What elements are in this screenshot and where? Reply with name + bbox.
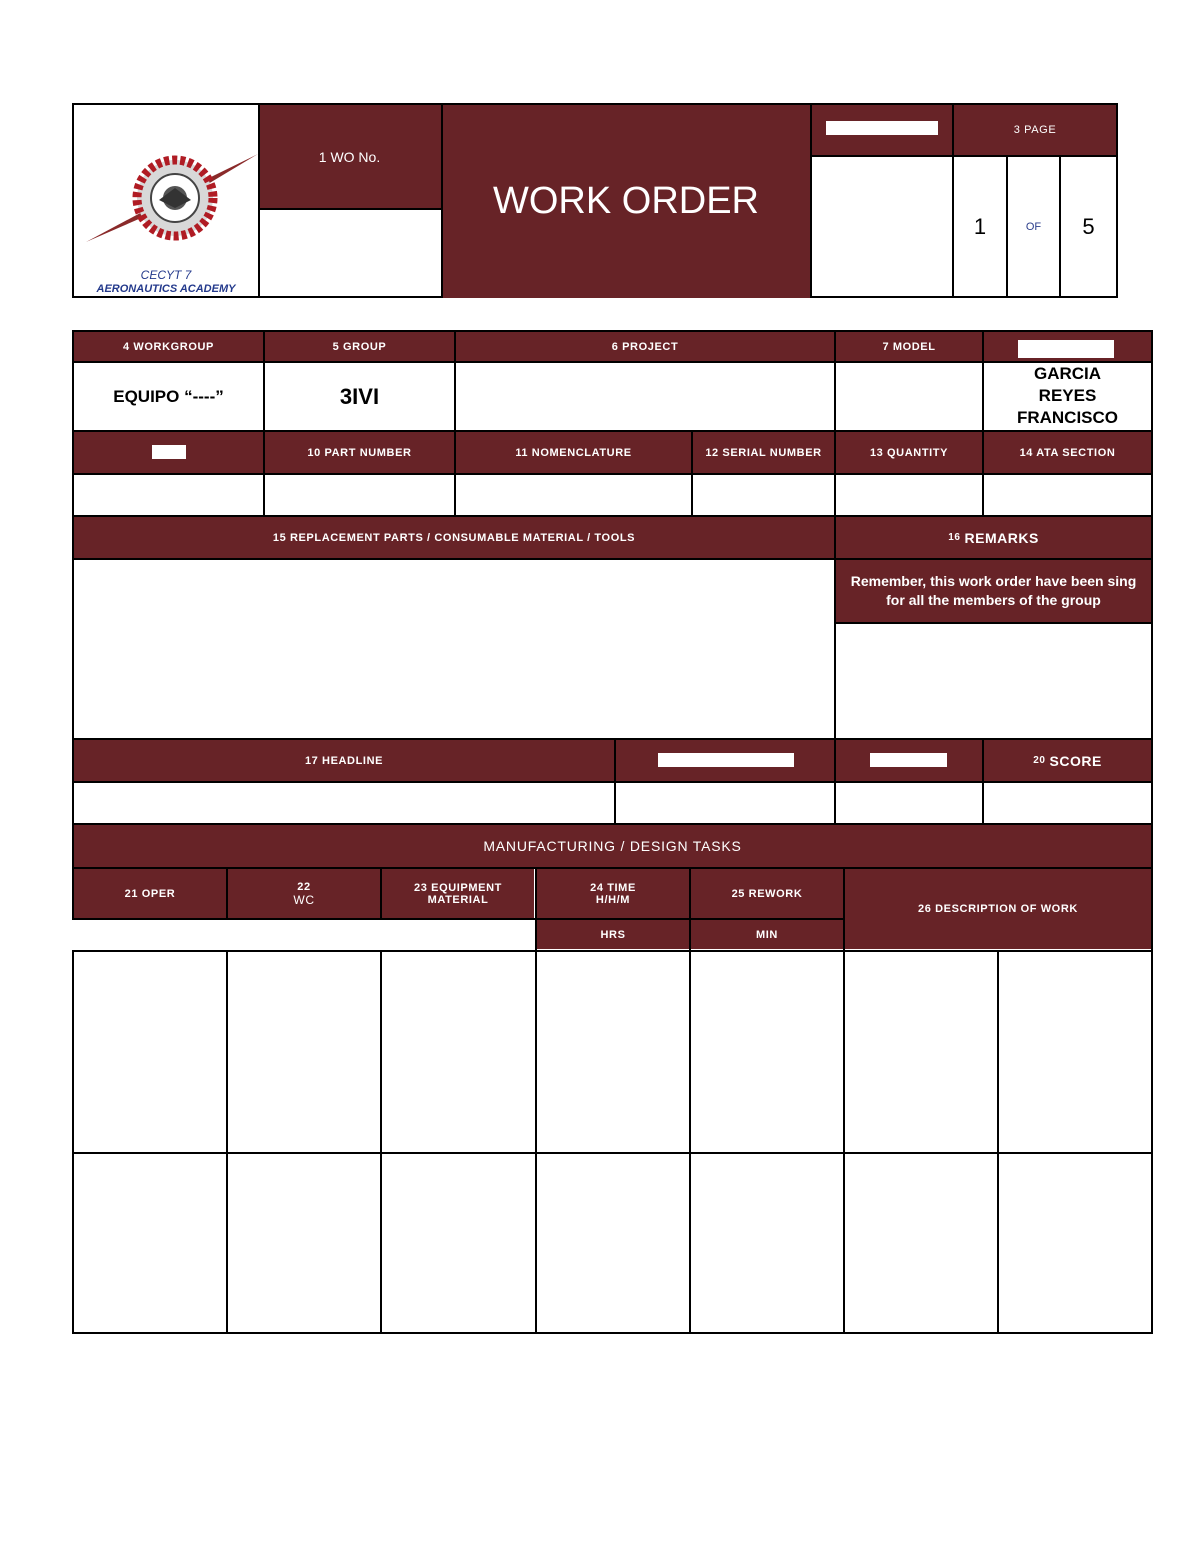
group-value[interactable]: 3IVI xyxy=(339,383,380,409)
min-header: MIN xyxy=(691,920,843,949)
redacted-part-field[interactable] xyxy=(74,475,263,515)
remarks-label: REMARKS xyxy=(964,529,1039,546)
oper-header: 21 OPER xyxy=(74,869,226,918)
remarks-number: 16 xyxy=(948,532,961,543)
tasks-title xyxy=(74,825,1151,867)
name-line-1: GARCIA xyxy=(1033,364,1102,383)
nomenclature-field[interactable] xyxy=(456,475,691,515)
redacted-label xyxy=(826,121,938,135)
score-header xyxy=(984,740,1151,781)
project-header: 6 PROJECT xyxy=(456,332,834,361)
time-header xyxy=(537,869,689,918)
tasks-title-text: MANUFACTURING / DESIGN TASKS xyxy=(483,838,742,854)
part-number-header: 10 PART NUMBER xyxy=(265,432,454,473)
redacted-19-label xyxy=(870,753,947,767)
wo-number-field[interactable] xyxy=(260,210,440,296)
redacted-field[interactable] xyxy=(812,157,952,297)
page-title: WORK ORDER xyxy=(493,180,759,222)
remarks-note xyxy=(836,560,1151,622)
page-of: OF xyxy=(1025,221,1042,233)
page-total: 5 xyxy=(1082,214,1095,239)
task-row-1[interactable] xyxy=(74,952,1151,1152)
score-field[interactable] xyxy=(984,783,1151,823)
replacement-parts-field[interactable] xyxy=(74,560,834,738)
ata-section-field[interactable] xyxy=(984,475,1151,515)
workgroup-header: 4 WORKGROUP xyxy=(74,332,263,361)
quantity-field[interactable] xyxy=(836,475,982,515)
serial-number-header: 12 SERIAL NUMBER xyxy=(693,432,834,473)
redacted-18-label xyxy=(658,753,794,767)
redacted-18-field[interactable] xyxy=(616,783,834,823)
group-header: 5 GROUP xyxy=(265,332,454,361)
title-cell xyxy=(442,105,810,298)
remarks-text: Remember, this work order have been sing for all the members of the group xyxy=(850,573,1137,608)
headline-field[interactable] xyxy=(74,783,614,823)
quantity-header: 13 QUANTITY xyxy=(836,432,982,473)
student-name[interactable] xyxy=(984,363,1151,430)
wc-label: WC xyxy=(293,892,315,907)
part-number-field[interactable] xyxy=(265,475,454,515)
ata-section-header: 14 ATA SECTION xyxy=(984,432,1151,473)
score-label: SCORE xyxy=(1049,752,1102,769)
task-row-2[interactable] xyxy=(74,1154,1151,1332)
workgroup-value[interactable]: EQUIPO “----” xyxy=(113,386,224,406)
headline-header: 17 HEADLINE xyxy=(74,740,614,781)
score-number: 20 xyxy=(1033,755,1046,766)
logo xyxy=(82,148,258,250)
name-line-3: FRANCISCO xyxy=(1016,408,1119,427)
model-header: 7 MODEL xyxy=(836,332,982,361)
time-label: 24 TIME xyxy=(590,881,636,894)
redacted-name-label xyxy=(1018,340,1114,358)
wo-number-label-cell xyxy=(258,105,441,208)
wc-header xyxy=(228,869,380,918)
project-field[interactable] xyxy=(456,363,834,430)
nomenclature-header: 11 NOMENCLATURE xyxy=(456,432,691,473)
model-field[interactable] xyxy=(836,363,982,430)
time-sub-label: H/H/M xyxy=(595,893,631,906)
redacted-19-field[interactable] xyxy=(836,783,982,823)
page-current: 1 xyxy=(973,214,987,239)
equipment-label: 23 EQUIPMENT xyxy=(414,881,502,894)
rework-header: 25 REWORK xyxy=(691,869,843,918)
description-header: 26 DESCRIPTION OF WORK xyxy=(845,869,1151,949)
logo-line-2: AERONAUTICS ACADEMY xyxy=(96,283,236,295)
serial-number-field[interactable] xyxy=(693,475,834,515)
wo-number-label: 1 WO No. xyxy=(318,148,381,165)
remarks-header xyxy=(836,517,1151,558)
page-label: 3 PAGE xyxy=(1013,124,1057,136)
equipment-header xyxy=(382,869,534,918)
remarks-field[interactable] xyxy=(836,624,1151,738)
redacted-part-label xyxy=(152,445,186,459)
logo-line-1: CECYT 7 xyxy=(140,268,192,282)
propeller-logo-icon xyxy=(82,148,258,250)
material-label: MATERIAL xyxy=(427,893,489,906)
wc-number: 22 xyxy=(297,880,311,893)
name-line-2: REYES xyxy=(1038,386,1097,405)
page-label-cell xyxy=(954,105,1116,155)
replacement-parts-header: 15 REPLACEMENT PARTS / CONSUMABLE MATERIAL / TOOLS xyxy=(74,517,834,558)
hrs-header: HRS xyxy=(537,920,689,949)
